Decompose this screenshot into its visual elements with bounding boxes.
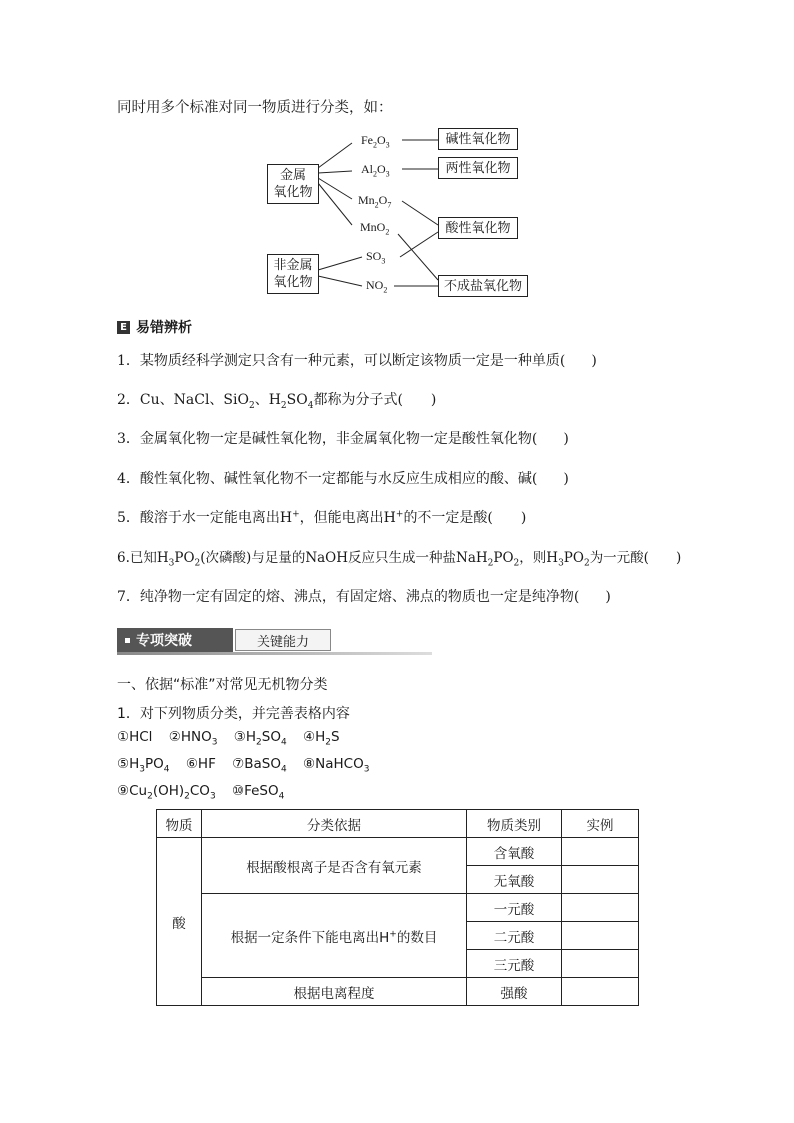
nonmetal-oxide-box [267, 254, 319, 294]
error-heading-text: 易错辨析 [136, 320, 192, 336]
substance-item: ⑩FeSO$_4$ [231, 783, 285, 802]
basic-oxide-box: 碱性氧化物 [438, 128, 518, 150]
table-row [157, 978, 639, 1006]
header-basis: 分类依据 [202, 810, 467, 838]
cell-example-empty[interactable] [562, 838, 639, 866]
header-example: 实例 [562, 810, 639, 838]
box-line: 氧化物 [273, 275, 313, 290]
cell-example-empty[interactable] [562, 978, 639, 1006]
question-6: 6.已知$H_3PO_2$(次磷酸)与足量的NaOH反应只生成一种盐$NaH_2PO_2$，则$H_3PO_2$为一元酸( ) [117, 550, 682, 569]
substance-list-row-1 [117, 729, 352, 748]
cell-category: 无氧酸 [467, 866, 562, 894]
banner-underline [117, 652, 432, 655]
compound-fe2o3: $Fe_2O_3$ [361, 133, 390, 150]
banner-key-ability: 关键能力 [235, 629, 331, 651]
box-line: 氧化物 [273, 185, 313, 200]
question-3: 3．金属氧化物一定是碱性氧化物，非金属氧化物一定是酸性氧化物( ) [117, 431, 569, 447]
acidic-oxide-box: 酸性氧化物 [438, 217, 518, 239]
cell-example-empty[interactable] [562, 866, 639, 894]
compound-mn2o7: $Mn_2O_7$ [358, 193, 392, 210]
question-4: 4．酸性氧化物、碱性氧化物不一定都能与水反应生成相应的酸、碱( ) [117, 471, 569, 487]
error-icon: E [117, 321, 130, 334]
table-header-row [157, 810, 639, 838]
amphoteric-oxide-box: 两性氧化物 [438, 157, 518, 179]
substance-item: ⑧NaHCO$_3$ [303, 756, 370, 775]
substance-item: $⑨Cu_2(OH)_2CO_3$ [117, 783, 216, 802]
substance-item: $②HNO_3$ [168, 729, 218, 748]
metal-oxide-box [267, 164, 319, 204]
question-2: 2．Cu、NaCl、SiO$_2$、$H_2SO_4$都称为分子式( ) [117, 392, 437, 411]
section-banner [117, 628, 432, 655]
problem-1-text: 1．对下列物质分类，并完善表格内容 [117, 706, 350, 722]
section-1-title: 一、依据“标准”对常见无机物分类 [117, 677, 328, 693]
substance-item: ①HCl [117, 729, 153, 745]
cell-basis-oxygen: 根据酸根离子是否含有氧元素 [202, 838, 467, 894]
header-category: 物质类别 [467, 810, 562, 838]
cell-example-empty[interactable] [562, 950, 639, 978]
cell-example-empty[interactable] [562, 894, 639, 922]
substance-item: ⑦BaSO$_4$ [232, 756, 287, 775]
compound-no2: $NO_2$ [366, 278, 388, 295]
acid-classification-table [156, 809, 639, 1006]
diagram-connectors [0, 0, 794, 320]
non-salt-forming-oxide-box: 不成盐氧化物 [438, 275, 528, 297]
question-7: 7．纯净物一定有固定的熔、沸点，有固定熔、沸点的物质也一定是纯净物( ) [117, 589, 611, 605]
box-line: 金属 [279, 168, 306, 183]
table-row [157, 894, 639, 922]
header-substance: 物质 [157, 810, 202, 838]
cell-acid: 酸 [157, 838, 202, 1006]
compound-mno2: MnO$_2$ [360, 220, 390, 237]
cell-category: 二元酸 [467, 922, 562, 950]
cell-basis-ionization-count: 根据一定条件下能电离出H+的数目 [202, 894, 467, 978]
cell-category: 强酸 [467, 978, 562, 1006]
substance-item: $⑤H_3PO_4$ [117, 756, 170, 775]
question-5: 5．酸溶于水一定能电离出H+，但能电离出H+的不一定是酸( ) [117, 509, 527, 526]
cell-category: 三元酸 [467, 950, 562, 978]
substance-item: $③H_2SO_4$ [233, 729, 287, 748]
intro-text: 同时用多个标准对同一物质进行分类，如： [117, 100, 393, 116]
substance-item: ⑥HF [185, 756, 216, 772]
box-line: 非金属 [273, 258, 313, 273]
table-row [157, 838, 639, 866]
question-1: 1．某物质经科学测定只含有一种元素，可以断定该物质一定是一种单质( ) [117, 353, 597, 369]
substance-list-row-3 [117, 783, 296, 802]
substance-list-row-2 [117, 756, 381, 775]
compound-al2o3: $Al_2O_3$ [361, 162, 390, 179]
cell-example-empty[interactable] [562, 922, 639, 950]
cell-category: 含氧酸 [467, 838, 562, 866]
compound-so3: $SO_3$ [366, 249, 386, 266]
substance-item: $④H_2S$ [302, 729, 340, 748]
cell-category: 一元酸 [467, 894, 562, 922]
square-bullet-icon [125, 638, 130, 643]
error-analysis-heading [117, 317, 192, 337]
banner-special-topic: 专项突破 [117, 628, 233, 652]
cell-basis-ionization-degree: 根据电离程度 [202, 978, 467, 1006]
